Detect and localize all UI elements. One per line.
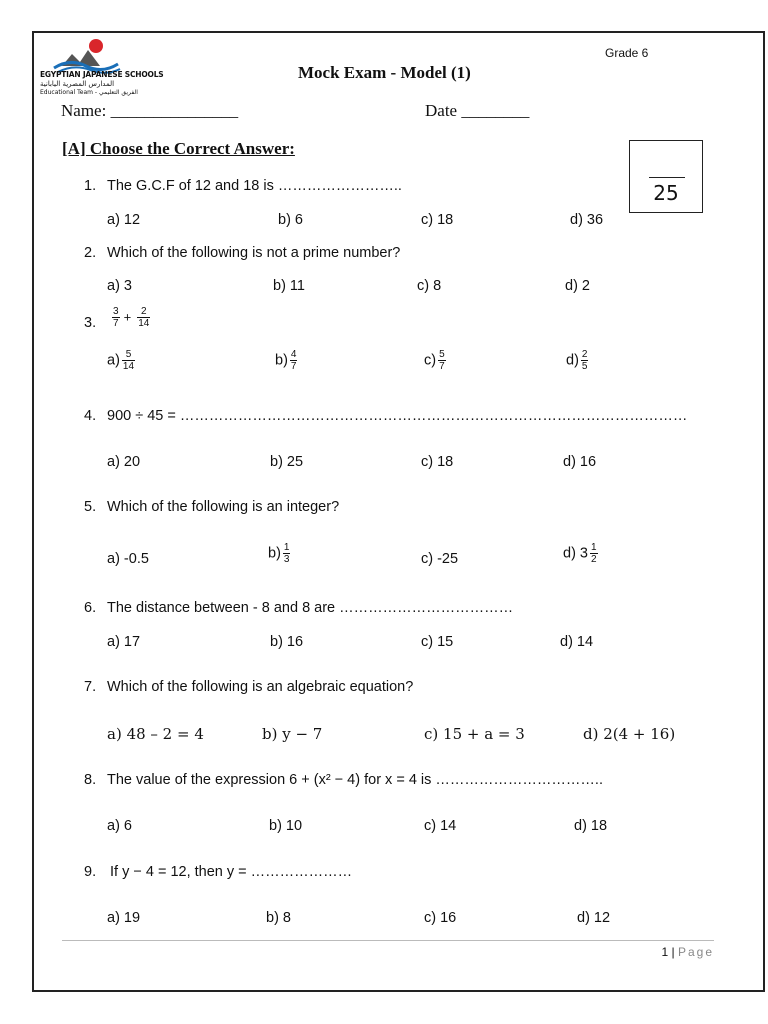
option-c[interactable]: c) 14	[424, 818, 457, 834]
option-d[interactable]: d) 2(4 + 16)	[583, 725, 676, 743]
option-c[interactable]: c) 15	[421, 634, 454, 650]
page-number: 1	[661, 945, 669, 959]
logo-line-english: EGYPTIAN JAPANESE SCHOOLS	[40, 70, 164, 79]
question-number: 1.	[84, 178, 97, 194]
option-c[interactable]: c) 8	[417, 278, 442, 294]
name-field[interactable]: Name: _______________	[61, 101, 239, 120]
option-c[interactable]: c) -25	[421, 551, 459, 567]
score-blank-line	[649, 177, 685, 178]
question-text: The G.C.F of 12 and 18 is ……………………..	[107, 178, 402, 194]
question-text: If y − 4 = 12, then y = …………………	[110, 864, 353, 880]
question-number: 6.	[84, 600, 97, 616]
page-word: Page	[677, 945, 714, 959]
option-c[interactable]: c) 18	[421, 212, 454, 228]
option-a[interactable]: a) 6	[107, 818, 132, 834]
option-b[interactable]: b) 8	[266, 910, 291, 926]
option-d[interactable]: d) 2	[565, 278, 590, 294]
footer-divider	[62, 940, 714, 941]
option-c[interactable]: c) 18	[421, 454, 454, 470]
question-number: 5.	[84, 499, 97, 515]
option-b[interactable]: b) $\frac{1}{3}$	[268, 542, 290, 565]
footer-separator: |	[668, 945, 678, 959]
option-c[interactable]: c) $\frac{5}{7}$	[424, 349, 445, 372]
option-d[interactable]: d) 16	[563, 454, 597, 470]
option-a[interactable]: a) 17	[107, 634, 141, 650]
score-box	[629, 140, 703, 213]
question-text: Which of the following is an integer?	[107, 499, 340, 515]
option-a[interactable]: a) 20	[107, 454, 141, 470]
question-fraction-expression: $\frac{3}{7}$ + $\frac{2}{14}$	[113, 306, 150, 329]
option-a[interactable]: a) 48 – 2 = 4	[107, 725, 204, 743]
logo-line-arabic: المدارس المصرية اليابانية	[40, 80, 115, 88]
option-a[interactable]: a) -0.5	[107, 551, 149, 567]
question-number: 7.	[84, 679, 97, 695]
question-number: 3.	[84, 315, 97, 331]
section-title: [A] Choose the Correct Answer:	[62, 139, 295, 158]
grade-label: Grade 6	[605, 46, 649, 60]
option-d[interactable]: d) 3 $\frac{1}{2}$	[563, 542, 597, 565]
score-total: 25	[653, 181, 679, 205]
question-number: 4.	[84, 408, 97, 424]
option-d[interactable]: d) 18	[574, 818, 608, 834]
option-b[interactable]: b) 6	[278, 212, 303, 228]
option-b[interactable]: b) y − 7	[262, 725, 323, 743]
question-text: Which of the following is not a prime number?	[107, 245, 401, 261]
option-d[interactable]: d) 36	[570, 212, 604, 228]
question-text: Which of the following is an algebraic equation?	[107, 679, 414, 695]
option-b[interactable]: b) 16	[270, 634, 304, 650]
option-b[interactable]: b) 11	[273, 278, 305, 294]
question-number: 9.	[84, 864, 97, 880]
option-a[interactable]: a) 12	[107, 212, 141, 228]
option-d[interactable]: d) 14	[560, 634, 594, 650]
fraction: $\frac{3}{7}$	[113, 306, 119, 329]
exam-title: Mock Exam - Model (1)	[298, 63, 471, 82]
question-text: The value of the expression 6 + (x² − 4) for x = 4 is ……………………………..	[107, 772, 603, 788]
option-a[interactable]: a) 3	[107, 278, 132, 294]
page-footer	[661, 945, 714, 959]
option-b[interactable]: b) 10	[269, 818, 303, 834]
logo-line-team: Educational Team - الفريق التعليمي	[40, 89, 138, 96]
option-a[interactable]: a) 19	[107, 910, 141, 926]
option-a[interactable]: a) $\frac{5}{14}$	[107, 349, 135, 372]
option-c[interactable]: c) 15 + a = 3	[424, 725, 525, 743]
date-field[interactable]: Date ________	[425, 101, 530, 120]
question-text: The distance between - 8 and 8 are ………………………………	[107, 600, 514, 616]
option-b[interactable]: b) $\frac{4}{7}$	[275, 349, 297, 372]
question-text: 900 ÷ 45 = ……………………………………………………………………………………………	[107, 408, 688, 424]
option-c[interactable]: c) 16	[424, 910, 457, 926]
question-number: 8.	[84, 772, 97, 788]
option-b[interactable]: b) 25	[270, 454, 304, 470]
option-d[interactable]: d) 12	[577, 910, 611, 926]
question-number: 2.	[84, 245, 97, 261]
fraction: $\frac{2}{14}$	[138, 306, 150, 329]
option-d[interactable]: d) $\frac{2}{5}$	[566, 349, 588, 372]
